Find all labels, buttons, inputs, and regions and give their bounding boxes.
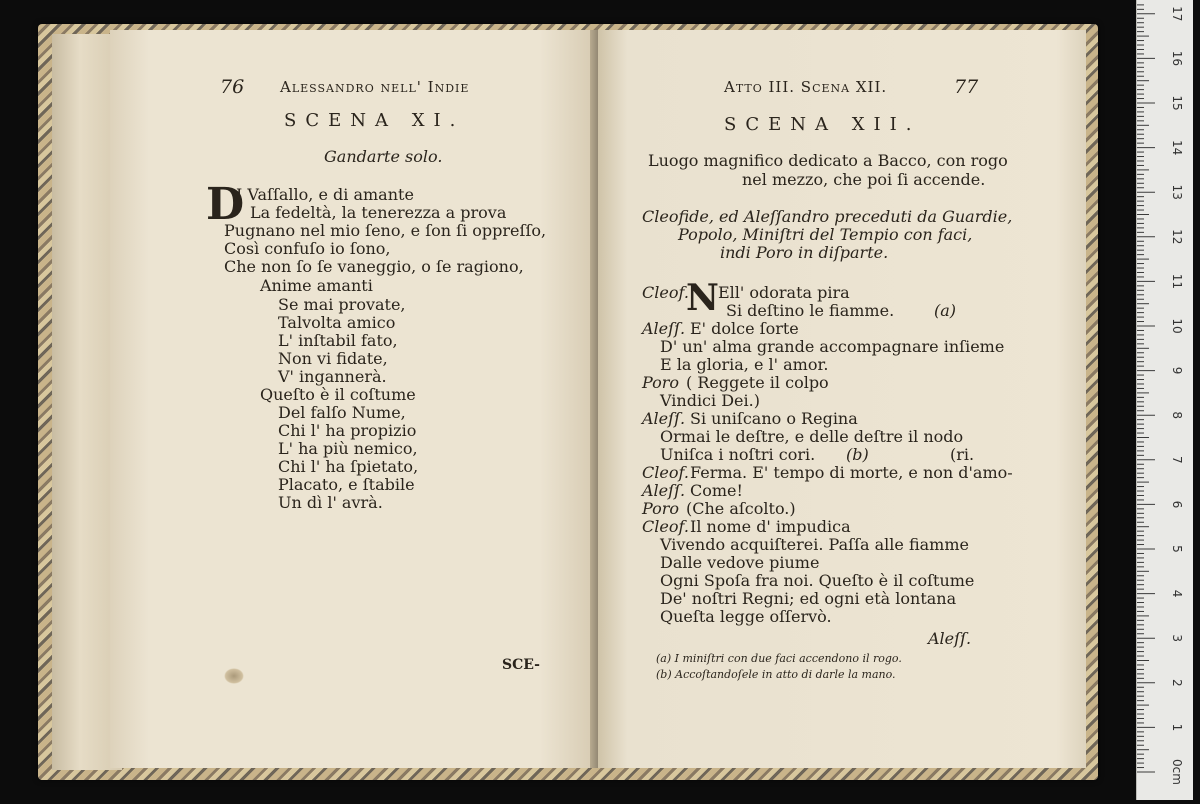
ruler-label: 10 (1170, 318, 1184, 334)
dialogue-line: (Che aſcolto.) (686, 499, 796, 518)
speaker-name: Cleof. (642, 517, 689, 536)
dialogue-line: Uniſca i noſtri cori. (660, 445, 816, 464)
verse-line: V' ingannerà. (278, 367, 387, 386)
running-head: Atto III. Scena XII. (724, 78, 888, 96)
speaker-name: Cleof. (642, 283, 689, 302)
ruler-label: 8 (1170, 411, 1184, 420)
left-page (110, 30, 598, 768)
ruler-label: 11 (1170, 273, 1184, 290)
dialogue-line: E la gloria, e l' amor. (660, 355, 829, 374)
dialogue-line: Vindici Dei.) (660, 391, 760, 410)
ruler-label: 15 (1170, 95, 1184, 111)
dialogue-line-tail: (ri. (950, 445, 975, 464)
catchword: SCE- (502, 657, 540, 673)
verse-line: Chi l' ha propizio (278, 421, 417, 440)
character-name: Gandarte solo. (324, 147, 443, 166)
dialogue-line: Queſta legge oſſervò. (660, 607, 832, 626)
catchword: Aleſſ. (928, 629, 972, 648)
drop-cap: N (686, 277, 719, 319)
scene-title: SCENA XII. (724, 114, 921, 135)
running-head: Alessandro nell' Indie (280, 78, 470, 96)
verse-line: Così confuſo io ſono, (224, 239, 391, 258)
dialogue-line: Il nome d' impudica (690, 517, 851, 536)
ruler-label: 3 (1170, 634, 1184, 643)
speaker-name: Poro (642, 499, 680, 518)
ruler-label: 9 (1170, 366, 1184, 375)
speaker-name: Cleof. (642, 463, 689, 482)
dialogue-line: Si uniſcano o Regina (690, 409, 858, 428)
ruler-label: 16 (1170, 50, 1184, 67)
ruler-label: 13 (1170, 184, 1184, 200)
footnote: (b) Accoſtandoſele in atto di darle la mano. (656, 668, 896, 681)
footnote-marker: (b) (846, 445, 869, 464)
verse-line: L' inſtabil fato, (278, 331, 398, 350)
ruler-label: 5 (1170, 545, 1184, 553)
dialogue-line: Si deſtino le fiamme. (726, 301, 895, 320)
ruler-label: 14 (1170, 139, 1184, 156)
dialogue-line: E' dolce ſorte (690, 319, 799, 338)
paper-stain (224, 668, 244, 684)
footnote-marker: (a) (934, 301, 957, 320)
ruler-label: 0cm (1170, 759, 1184, 785)
verse-line: Queſto è il coſtume (260, 385, 416, 404)
verse-line: La fedeltà, la tenerezza a prova (250, 203, 507, 222)
verse-line: Anime amanti (260, 276, 373, 295)
speaker-name: Aleſſ. (642, 319, 686, 338)
verse-line: Un dì l' avrà. (278, 493, 383, 512)
speaker-name: Poro (642, 373, 680, 392)
stage-direction: Cleofide, ed Aleſſandro preceduti da Guardie, (642, 207, 1013, 226)
verse-line: Chi l' ha ſpietato, (278, 457, 419, 476)
verse-line: Talvolta amico (278, 313, 396, 332)
verse-line: Non vi fidate, (278, 349, 388, 368)
dialogue-line: Come! (690, 481, 743, 500)
verse-line: L' ha più nemico, (278, 439, 418, 458)
speaker-name: Aleſſ. (642, 481, 686, 500)
verse-line: I Vaſſallo, e di amante (236, 185, 414, 204)
stage-direction: indi Poro in diſparte. (720, 243, 889, 262)
verse-line: Pugnano nel mio ſeno, e ſon ſi oppreſſo, (224, 221, 547, 240)
scene-title: SCENA XI. (284, 110, 465, 131)
verse-line: Che non ſo ſe vaneggio, o ſe ragiono, (224, 257, 524, 276)
scene-setting: nel mezzo, che poi ſi accende. (742, 170, 986, 189)
ruler-label: 17 (1170, 6, 1184, 22)
dialogue-line: Ell' odorata pira (718, 283, 850, 302)
verse-line: Del falſo Nume, (278, 403, 406, 422)
dialogue-line: ( Reggete il colpo (686, 373, 829, 392)
dialogue-line: Dalle vedove piume (660, 553, 820, 572)
ruler-label: 4 (1170, 589, 1184, 598)
speaker-name: Aleſſ. (642, 409, 686, 428)
dialogue-line: Ferma. E' tempo di morte, e non d'amo- (690, 463, 1013, 482)
ruler-ticks (1137, 0, 1193, 800)
ruler-label: 2 (1170, 678, 1184, 687)
dialogue-line: De' noſtri Regni; ed ogni età lontana (660, 589, 957, 608)
measurement-ruler (1136, 0, 1193, 800)
dialogue-line: D' un' alma grande accompagnare inſieme (660, 337, 1005, 356)
dialogue-line: Vivendo acquiſterei. Paſſa alle fiamme (660, 535, 969, 554)
ruler-label: 1 (1170, 723, 1184, 732)
right-page (598, 30, 1086, 768)
stage-direction: Popolo, Miniſtri del Tempio con faci, (678, 225, 973, 244)
verse-line: Se mai provate, (278, 295, 406, 314)
drop-cap: D (206, 179, 245, 230)
ruler-label: 6 (1170, 500, 1184, 509)
verse-line: Placato, e ſtabile (278, 475, 415, 494)
dialogue-line: Ogni Spoſa fra noi. Queſto è il coſtume (660, 571, 975, 590)
page-number: 76 (220, 76, 245, 98)
footnote: (a) I miniſtri con due faci accendono il rogo. (656, 652, 902, 665)
scene-setting: Luogo magnifico dedicato a Bacco, con rogo (648, 151, 1008, 170)
dialogue-line: Ormai le deſtre, e delle deſtre il nodo (660, 427, 964, 446)
ruler-label: 12 (1170, 229, 1184, 245)
ruler-label: 7 (1170, 455, 1184, 464)
page-number: 77 (954, 76, 979, 98)
